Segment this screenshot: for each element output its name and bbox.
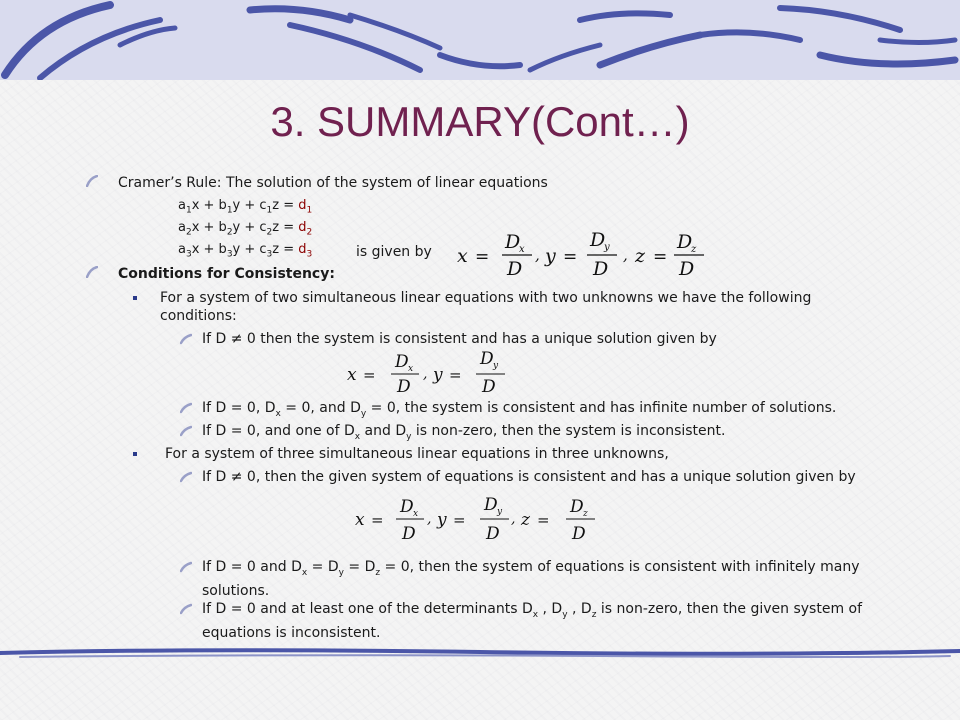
svg-text:D: D	[400, 497, 414, 517]
svg-text:D: D	[482, 377, 496, 397]
swoosh-bullet-icon	[180, 425, 192, 437]
svg-text:=: =	[371, 511, 384, 529]
swoosh-bullet-icon	[86, 266, 98, 278]
svg-text:=: =	[453, 511, 466, 529]
cramer-intro: Cramer’s Rule: The solution of the system of linear equations	[118, 175, 548, 191]
equation-1: $a_1x + b_1y + c_1z = d_1$	[178, 198, 313, 216]
svg-text:x: x	[355, 510, 365, 530]
cramer-formula	[455, 228, 715, 284]
square-bullet-icon	[133, 452, 137, 456]
svg-text:D: D	[480, 349, 494, 369]
three-var-condition-3: If D = 0 and at least one of the determinants $D_x$ , $D_y$ , $D_z$ is non-zero, then the given system of equations is inconsistent.	[202, 601, 863, 641]
three-var-condition-1: If D ≠ 0, then the given system of equations is consistent and has a unique solution given by	[202, 469, 856, 485]
svg-text:x: x	[413, 509, 419, 519]
two-var-condition-1: If D ≠ 0 then the system is consistent and has a unique solution given by	[202, 331, 717, 347]
svg-text:D: D	[484, 495, 498, 515]
svg-text:y: y	[497, 507, 503, 517]
svg-text:x: x	[347, 365, 357, 385]
swoosh-bullet-icon	[180, 333, 192, 345]
two-var-condition-2: If D = 0, $D_x = 0$, and $D_y = 0$, the system is consistent and has infinite number of solutions.	[202, 400, 837, 419]
svg-text:=: =	[449, 366, 462, 384]
svg-text:D: D	[590, 229, 606, 251]
swoosh-bullet-icon	[180, 561, 192, 573]
svg-text:z: z	[521, 510, 530, 530]
svg-text:D: D	[507, 258, 523, 280]
svg-text:z: z	[583, 509, 588, 519]
svg-text:D: D	[593, 258, 609, 280]
svg-text:y: y	[433, 365, 443, 385]
swoosh-bullet-icon	[86, 175, 98, 187]
two-var-formula	[345, 350, 525, 400]
decorative-bottom-rule	[0, 645, 960, 661]
three-var-intro: For a system of three simultaneous linear equations in three unknowns,	[165, 446, 669, 462]
svg-text:,: ,	[535, 246, 540, 264]
three-var-condition-2: If D = 0 and $D_x = D_y = D_z = 0$, then the system of equations is consistent with infinitely many solutions.	[202, 559, 860, 599]
swoosh-bullet-icon	[180, 471, 192, 483]
svg-text:z: z	[691, 244, 697, 255]
svg-text:D: D	[677, 231, 693, 253]
svg-text:D: D	[486, 524, 500, 544]
svg-text:=: =	[653, 247, 668, 267]
svg-text:D: D	[679, 258, 695, 280]
svg-text:D: D	[505, 231, 521, 253]
two-var-intro: For a system of two simultaneous linear equations with two unknowns we have the following conditions:	[160, 290, 812, 324]
svg-text:D: D	[570, 497, 584, 517]
conditions-heading: Conditions for Consistency:	[118, 266, 335, 282]
svg-text:=: =	[363, 366, 376, 384]
equation-3: $a_3x + b_3y + c_3z = d_3$	[178, 242, 313, 260]
svg-text:y: y	[545, 245, 556, 267]
svg-text:x: x	[519, 244, 525, 255]
svg-text:x: x	[408, 364, 414, 374]
swoosh-bullet-icon	[180, 603, 192, 615]
svg-text:=: =	[475, 247, 490, 267]
svg-text:D: D	[572, 524, 586, 544]
slide-title: 3. SUMMARY(Cont…)	[270, 98, 690, 145]
is-given-by-label: is given by	[356, 244, 432, 260]
svg-text:,: ,	[427, 511, 432, 527]
svg-text:D: D	[397, 377, 411, 397]
svg-text:y: y	[604, 242, 610, 253]
swoosh-bullet-icon	[180, 402, 192, 414]
svg-text:=: =	[563, 247, 578, 267]
equation-2: $a_2x + b_2y + c_2z = d_2$	[178, 220, 313, 238]
svg-text:=: =	[537, 511, 550, 529]
svg-text:,: ,	[511, 511, 516, 527]
svg-text:,: ,	[623, 246, 628, 264]
svg-text:y: y	[493, 361, 499, 371]
svg-text:D: D	[395, 352, 409, 372]
svg-text:z: z	[635, 245, 646, 267]
svg-text:x: x	[457, 245, 468, 267]
svg-text:y: y	[437, 510, 447, 530]
three-var-formula	[353, 495, 613, 547]
svg-text:,: ,	[423, 366, 428, 382]
decorative-header-band	[0, 0, 960, 80]
square-bullet-icon	[133, 296, 137, 300]
svg-text:D: D	[402, 524, 416, 544]
two-var-condition-3: If D = 0, and one of $D_x$ and $D_y$ is non-zero, then the system is inconsistent.	[202, 423, 726, 442]
